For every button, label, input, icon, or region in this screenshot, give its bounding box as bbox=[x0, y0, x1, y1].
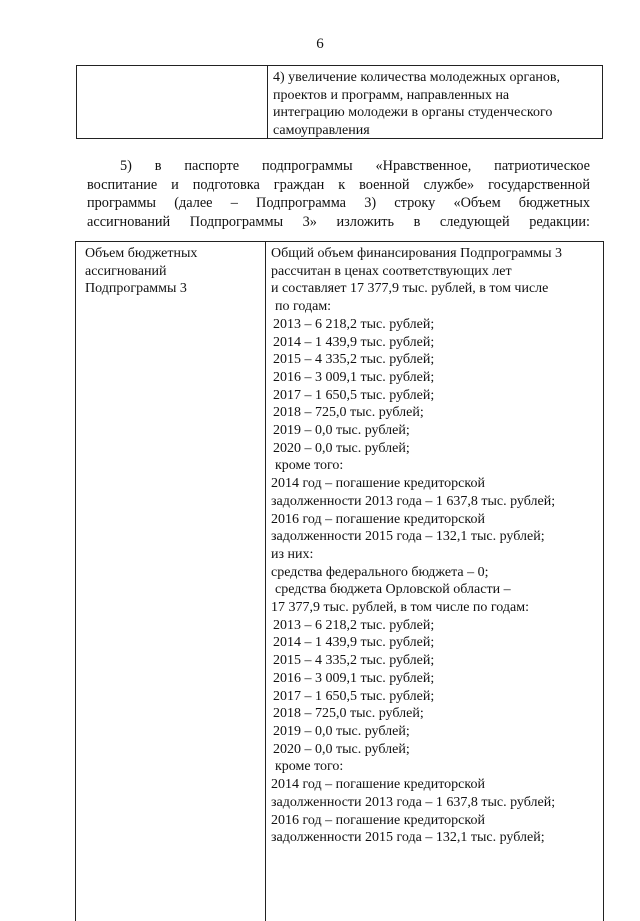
value-line: 2014 – 1 439,9 тыс. рублей; bbox=[273, 334, 435, 350]
value-line: 2017 – 1 650,5 тыс. рублей; bbox=[273, 688, 435, 704]
text-line: 4) увеличение количества молодежных органов, bbox=[273, 70, 561, 85]
value-line: задолженности 2015 года – 132,1 тыс. рублей; bbox=[271, 830, 545, 846]
value-line: 2013 – 6 218,2 тыс. рублей; bbox=[273, 316, 435, 332]
table-column-divider bbox=[267, 66, 268, 138]
table-column-divider bbox=[265, 242, 266, 921]
top-table-right-cell bbox=[273, 69, 599, 139]
value-line: 2014 год – погашение кредиторской bbox=[271, 476, 485, 492]
top-table bbox=[76, 65, 603, 139]
value-line: 2019 – 0,0 тыс. рублей; bbox=[273, 723, 410, 739]
value-line: 2019 – 0,0 тыс. рублей; bbox=[273, 423, 410, 439]
text-line: самоуправления bbox=[273, 122, 370, 138]
value-line: рассчитан в ценах соответствующих лет bbox=[271, 263, 512, 279]
value-line: 2020 – 0,0 тыс. рублей; bbox=[273, 741, 410, 757]
label-line: ассигнований bbox=[85, 263, 167, 279]
paragraph-line: программы (далее – Подпрограмма 3) строку «Объем бюджетных bbox=[87, 195, 590, 211]
value-line: 2018 – 725,0 тыс. рублей; bbox=[273, 405, 424, 421]
value-line: и составляет 17 377,9 тыс. рублей, в том числе bbox=[271, 281, 549, 297]
text-line: интеграцию молодежи в органы студенческого bbox=[273, 105, 553, 120]
value-line: задолженности 2015 года – 132,1 тыс. рублей; bbox=[271, 529, 545, 545]
value-line: 17 377,9 тыс. рублей, в том числе по годам: bbox=[271, 600, 529, 616]
value-line: Общий объем финансирования Подпрограммы 3 bbox=[271, 246, 563, 261]
value-line: 2014 год – погашение кредиторской bbox=[271, 777, 485, 793]
page-number: 6 bbox=[316, 36, 324, 52]
budget-table-label-cell bbox=[85, 245, 261, 298]
label-line: Объем бюджетных bbox=[85, 246, 198, 261]
value-line: 2014 – 1 439,9 тыс. рублей; bbox=[273, 635, 435, 651]
amendment-paragraph bbox=[87, 157, 590, 231]
value-line: задолженности 2013 года – 1 637,8 тыс. рублей; bbox=[271, 493, 556, 509]
budget-table bbox=[75, 241, 604, 921]
value-line: 2015 – 4 335,2 тыс. рублей; bbox=[273, 352, 435, 368]
value-line: кроме того: bbox=[275, 759, 344, 775]
value-line: задолженности 2013 года – 1 637,8 тыс. рублей; bbox=[271, 794, 556, 810]
paragraph-line: воспитание и подготовка граждан к военной службе» государственной bbox=[87, 176, 590, 193]
value-line: 2016 год – погашение кредиторской bbox=[271, 812, 485, 828]
value-line: 2016 – 3 009,1 тыс. рублей; bbox=[273, 670, 435, 686]
value-line: 2020 – 0,0 тыс. рублей; bbox=[273, 440, 410, 456]
value-line: 2015 – 4 335,2 тыс. рублей; bbox=[273, 653, 435, 669]
paragraph-line: ассигнований Подпрограммы 3» изложить в следующей редакции: bbox=[87, 213, 590, 230]
value-line: 2017 – 1 650,5 тыс. рублей; bbox=[273, 387, 435, 403]
value-line: 2016 – 3 009,1 тыс. рублей; bbox=[273, 369, 435, 385]
budget-table-value-cell bbox=[271, 245, 601, 847]
value-line: из них: bbox=[271, 546, 314, 562]
paragraph-line: 5) в паспорте подпрограммы «Нравственное, патриотическое bbox=[120, 158, 590, 174]
value-line: кроме того: bbox=[275, 458, 344, 474]
value-line: по годам: bbox=[275, 299, 332, 315]
value-line: 2018 – 725,0 тыс. рублей; bbox=[273, 706, 424, 722]
value-line: средства федерального бюджета – 0; bbox=[271, 564, 489, 580]
value-line: 2016 год – погашение кредиторской bbox=[271, 511, 485, 527]
value-line: средства бюджета Орловской области – bbox=[275, 582, 511, 598]
value-line: 2013 – 6 218,2 тыс. рублей; bbox=[273, 617, 435, 633]
text-line: проектов и программ, направленных на bbox=[273, 87, 510, 103]
label-line: Подпрограммы 3 bbox=[85, 281, 187, 296]
